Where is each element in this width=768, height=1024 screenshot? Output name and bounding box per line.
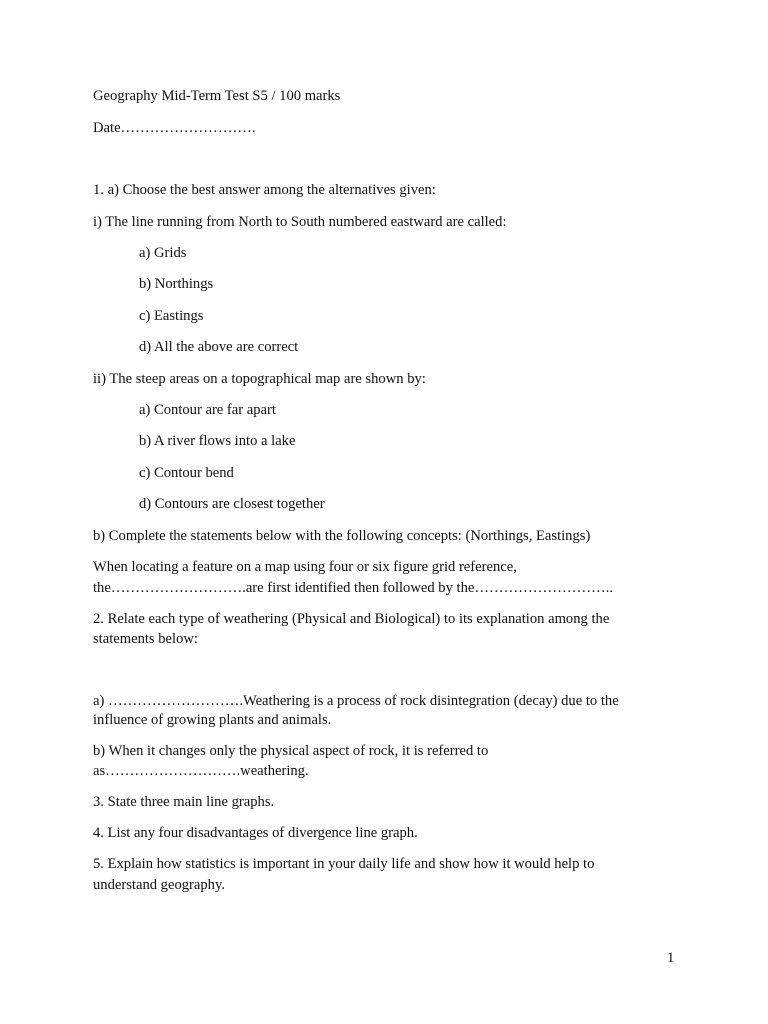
option-1a-i-d: d) All the above are correct xyxy=(139,339,299,355)
question-1a-ii: ii) The steep areas on a topographical map are shown by: xyxy=(93,371,426,387)
question-4: 4. List any four disadvantages of divergence line graph. xyxy=(93,825,418,841)
question-3: 3. State three main line graphs. xyxy=(93,794,275,810)
page-number: 1 xyxy=(667,950,675,966)
date-line: Date………………………. xyxy=(93,120,256,136)
question-2-line1: 2. Relate each type of weathering (Physical and Biological) to its explanation among the xyxy=(93,611,610,627)
question-1b-statement-line1: When locating a feature on a map using four or six figure grid reference, xyxy=(93,559,517,575)
option-1a-i-c: c) Eastings xyxy=(139,308,204,324)
option-1a-ii-c: c) Contour bend xyxy=(139,465,234,481)
question-1b-instruction: b) Complete the statements below with the following concepts: (Northings, Eastings) xyxy=(93,528,591,544)
question-2a-line1: a) ……………………….Weathering is a process of rock disintegration (decay) due to the xyxy=(93,693,619,709)
question-2b-line1: b) When it changes only the physical aspect of rock, it is referred to xyxy=(93,743,489,759)
question-5-line1: 5. Explain how statistics is important in your daily life and show how it would help to xyxy=(93,856,595,872)
question-1a-heading: 1. a) Choose the best answer among the alternatives given: xyxy=(93,182,436,198)
option-1a-i-b: b) Northings xyxy=(139,276,214,292)
question-2a-line2: influence of growing plants and animals. xyxy=(93,712,332,728)
question-2b-line2: as……………………….weathering. xyxy=(93,763,309,779)
option-1a-ii-b: b) A river flows into a lake xyxy=(139,433,296,449)
option-1a-ii-d: d) Contours are closest together xyxy=(139,496,325,512)
test-title: Geography Mid-Term Test S5 / 100 marks xyxy=(93,88,341,104)
question-2-line2: statements below: xyxy=(93,631,198,647)
question-1b-statement-line2: the……………………….are first identified then followed by the……………………….. xyxy=(93,580,614,596)
option-1a-i-a: a) Grids xyxy=(139,245,187,261)
question-1a-i: i) The line running from North to South numbered eastward are called: xyxy=(93,214,507,230)
question-5-line2: understand geography. xyxy=(93,877,225,893)
option-1a-ii-a: a) Contour are far apart xyxy=(139,402,276,418)
